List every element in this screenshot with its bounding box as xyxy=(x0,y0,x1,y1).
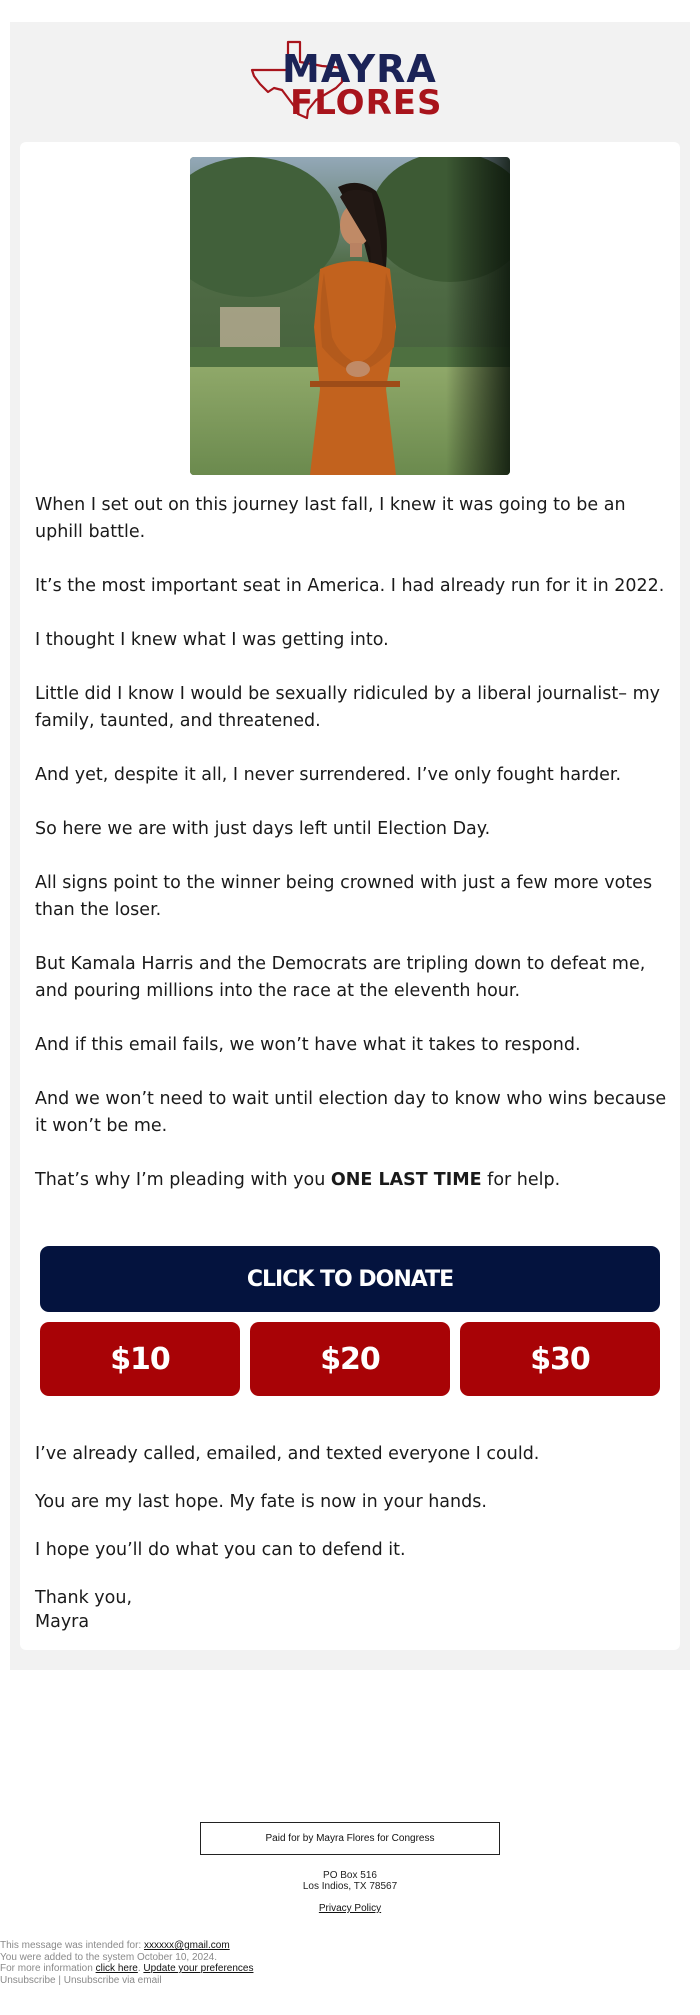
separator-text: . xyxy=(137,1963,144,1974)
address-line: Los Indios, TX 78567 xyxy=(302,1881,398,1892)
plea-emphasis: ONE LAST TIME xyxy=(330,1170,482,1190)
email-container xyxy=(10,22,690,1670)
mailing-address xyxy=(0,1870,700,1892)
address-line: PO Box 516 xyxy=(323,1870,377,1881)
closing-paragraph: I’ve already called, emailed, and texted everyone I could. xyxy=(35,1444,540,1464)
privacy-policy-link[interactable]: Privacy Policy xyxy=(318,1903,382,1914)
email-body xyxy=(35,492,670,1221)
body-paragraph: And if this email fails, we won’t have what it takes to respond. xyxy=(35,1035,581,1055)
body-paragraph: When I set out on this journey last fall, I knew it was going to be an uphill battle. xyxy=(35,495,626,542)
update-preferences-link[interactable]: Update your preferences xyxy=(143,1963,254,1974)
added-date-line: You were added to the system October 10, 2024. xyxy=(0,1951,217,1963)
more-info-label: For more information xyxy=(0,1963,96,1974)
donate-button[interactable]: CLICK TO DONATE xyxy=(40,1246,660,1312)
campaign-logo[interactable] xyxy=(250,40,460,122)
paid-for-disclaimer: Paid for by Mayra Flores for Congress xyxy=(200,1822,500,1855)
candidate-photo[interactable] xyxy=(190,157,510,475)
unsubscribe-line xyxy=(0,1975,700,1987)
donate-20-button[interactable]: $20 xyxy=(250,1322,450,1396)
signature-name: Mayra xyxy=(35,1612,90,1632)
donate-10-button[interactable]: $10 xyxy=(40,1322,240,1396)
body-paragraph: But Kamala Harris and the Democrats are tripling down to defeat me, and pouring millions into the race at the eleventh hour. xyxy=(35,954,646,1001)
body-paragraph: And we won’t need to wait until election day to know who wins because it won’t be me. xyxy=(35,1089,667,1136)
footer-fine-print xyxy=(0,1940,700,1986)
logo-mayra-text: MAYRA xyxy=(282,47,437,91)
donate-30-button[interactable]: $30 xyxy=(460,1322,660,1396)
unsubscribe-email-link[interactable]: Unsubscribe via email xyxy=(63,1974,162,1986)
body-paragraph: I thought I knew what I was getting into. xyxy=(35,630,389,650)
body-paragraph: Little did I know I would be sexually ridiculed by a liberal journalist– my family, taunted, and threatened. xyxy=(35,684,660,731)
privacy-link-row xyxy=(0,1903,700,1914)
more-info-line xyxy=(0,1963,700,1975)
candidate-photo-image xyxy=(190,157,510,475)
email-closing xyxy=(35,1442,670,1634)
intended-label: This message was intended for: xyxy=(0,1940,144,1951)
click-here-link[interactable]: click here xyxy=(95,1963,138,1974)
closing-paragraph: You are my last hope. My fate is now in your hands. xyxy=(35,1492,487,1512)
signoff: Thank you, xyxy=(35,1588,133,1608)
plea-text-end: for help. xyxy=(481,1170,561,1190)
logo-flores-text: FLORES xyxy=(290,83,443,123)
body-paragraph: It’s the most important seat in America. I had already run for it in 2022. xyxy=(35,576,665,596)
body-paragraph: And yet, despite it all, I never surrendered. I’ve only fought harder. xyxy=(35,765,622,785)
closing-paragraph: I hope you’ll do what you can to defend it. xyxy=(35,1540,406,1560)
intended-recipient-line xyxy=(0,1940,700,1952)
body-paragraph-plea xyxy=(35,1167,670,1194)
plea-text: That’s why I’m pleading with you xyxy=(35,1170,331,1190)
email-card xyxy=(20,142,680,1650)
pipe-separator: | xyxy=(55,1974,64,1986)
body-paragraph: All signs point to the winner being crowned with just a few more votes than the loser. xyxy=(35,873,653,920)
body-paragraph: So here we are with just days left until Election Day. xyxy=(35,819,491,839)
unsubscribe-link[interactable]: Unsubscribe xyxy=(0,1974,56,1986)
recipient-email-link[interactable]: xxxxxx@gmail.com xyxy=(143,1940,230,1951)
